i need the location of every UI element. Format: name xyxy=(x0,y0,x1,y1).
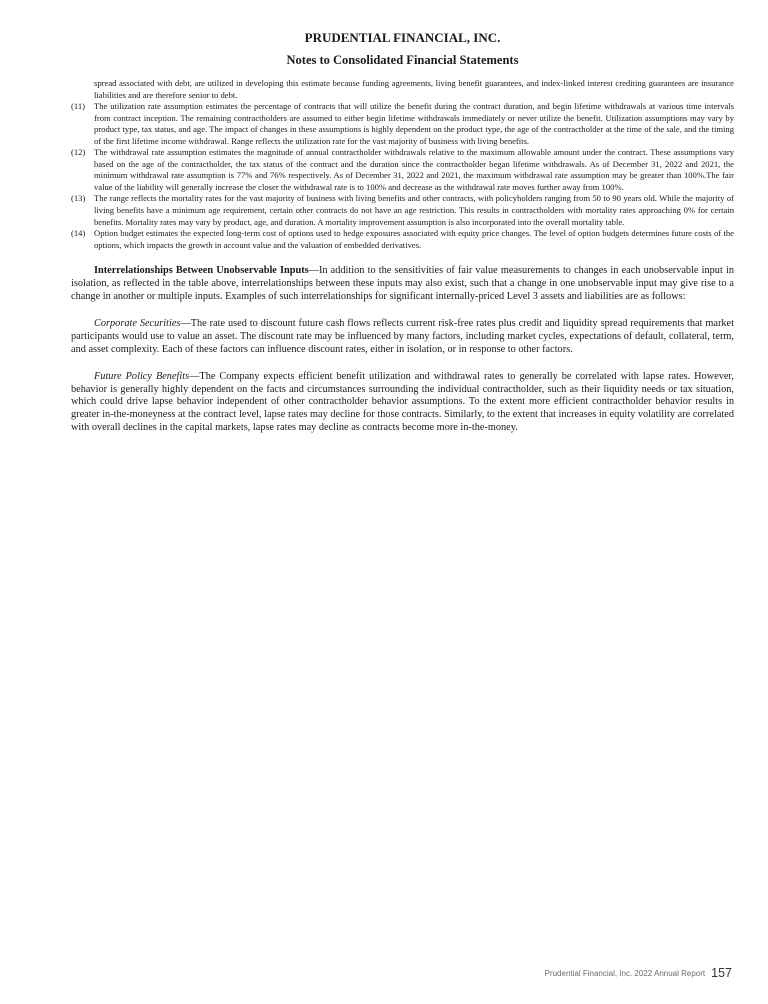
footnote-14 xyxy=(71,228,734,251)
interrelationships-paragraph xyxy=(71,265,734,304)
paragraph-text: —The Company expects efficient benefit utilization and withdrawal rates to generally be correlated with lapse rates. However, behavior is generally highly dependent on the facts and circumstances surrounding the individual contractholder, such as their liquidity needs or tax situation, which could drive lapse behavior independent of other contractholder behavior assumptions. To the extent more efficient contractholder behavior results in greater in-the-moneyness at the contract level, lapse rates may decline for those contracts. Similarly, to the extent that increases in equity volatility are correlated with overall declines in the capital markets, lapse rates may decline as contracts become more in-the-money. xyxy=(71,370,734,434)
footnote-number: (11) xyxy=(71,101,85,112)
paragraph-heading: Future Policy Benefits xyxy=(94,370,190,382)
paragraph-heading: Interrelationships Between Unobservable Inputs xyxy=(94,265,309,277)
corporate-securities-paragraph xyxy=(71,318,734,357)
footnote-number: (14) xyxy=(71,228,86,239)
footnote-number: (13) xyxy=(71,193,86,204)
footnote-text: The withdrawal rate assumption estimates the magnitude of annual contractholder withdrawals relative to the maximum allowable amount under the contract. These assumptions vary based on the age of the contractholder, the tax status of the contract and the duration since the contractholder began lifetime withdrawals. As of December 31, 2022 and 2021, the minimum withdrawal rate assumption is 77% and 76% respectively. As of December 31, 2022 and 2021, the maximum withdrawal rate assumption may be greater than 100%.The fair value of the liability will generally increase the closer the withdrawal rate is to 100% and decrease as the withdrawal rate moves further away from 100%. xyxy=(94,147,734,192)
footnotes xyxy=(71,78,734,251)
company-title: PRUDENTIAL FINANCIAL, INC. xyxy=(304,30,501,45)
footnote-text: Option budget estimates the expected long-term cost of options used to hedge exposures associated with equity price changes. The level of option budgets determines future costs of the options, which impacts the growth in account value and the valuation of embedded derivatives. xyxy=(94,228,734,250)
footnote-continuation: spread associated with debt, are utilized in developing this estimate because funding agreements, living benefit guarantees, and index-linked interest crediting guarantees are insurance liabilities and are therefore senior to debt. xyxy=(94,78,734,100)
report-name: Prudential Financial, Inc. 2022 Annual Report xyxy=(544,969,706,978)
footnote-13 xyxy=(71,193,734,228)
page-number: 157 xyxy=(711,966,732,980)
future-policy-benefits-paragraph xyxy=(71,371,734,436)
section-title: Notes to Consolidated Financial Statements xyxy=(286,53,519,67)
footnote-text: The range reflects the mortality rates for the vast majority of business with living benefits and other contracts, with policyholders ranging from 50 to 90 years old. While the majority of living benefits have a minimum age requirement, certain other contracts do not have an age restriction. This results in contractholders with mortality rates approaching 0% for certain benefits. Mortality rates may vary by product, age, and duration. A mortality improvement assumption is also incorporated into the overall mortality table. xyxy=(94,193,734,227)
footnote-number: (12) xyxy=(71,147,86,158)
paragraph-heading: Corporate Securities xyxy=(94,317,181,329)
paragraph-text: —In addition to the sensitivities of fair value measurements to changes in each unobservable input in isolation, as reflected in the table above, interrelationships between these inputs may also exist, such that a change in one unobservable input may give rise to a change in another or multiple inputs. Examples of such interrelationships for significant internally-priced Level 3 assets and liabilities are as follows: xyxy=(71,265,734,303)
paragraph-text: —The rate used to discount future cash flows reflects current risk-free rates plus credit and liquidity spread requirements that market participants would use to value an asset. The discount rate may be influenced by many factors, including market cycles, expectations of default, collateral, term, and asset complexity. Each of these factors can influence discount rates, either in isolation, or in response to other factors. xyxy=(71,317,734,355)
footnote-11 xyxy=(71,101,734,147)
footnote-text: The utilization rate assumption estimates the percentage of contracts that will utilize the benefit during the contract duration, and begin lifetime withdrawals at various time intervals from contract inception. The remaining contractholders are assumed to either begin lifetime withdrawals immediately or never utilize the benefit. Utilization assumptions may vary by product type, tax status, and age. The impact of changes in these assumptions is highly dependent on the product type, the age of the contractholder at the time of the sale, and the timing of the first lifetime income withdrawal. Range reflects the utilization rate for the vast majority of business with living benefits. xyxy=(94,101,734,146)
footnote-12 xyxy=(71,147,734,193)
page-footer xyxy=(545,966,732,981)
document-page xyxy=(71,30,734,435)
